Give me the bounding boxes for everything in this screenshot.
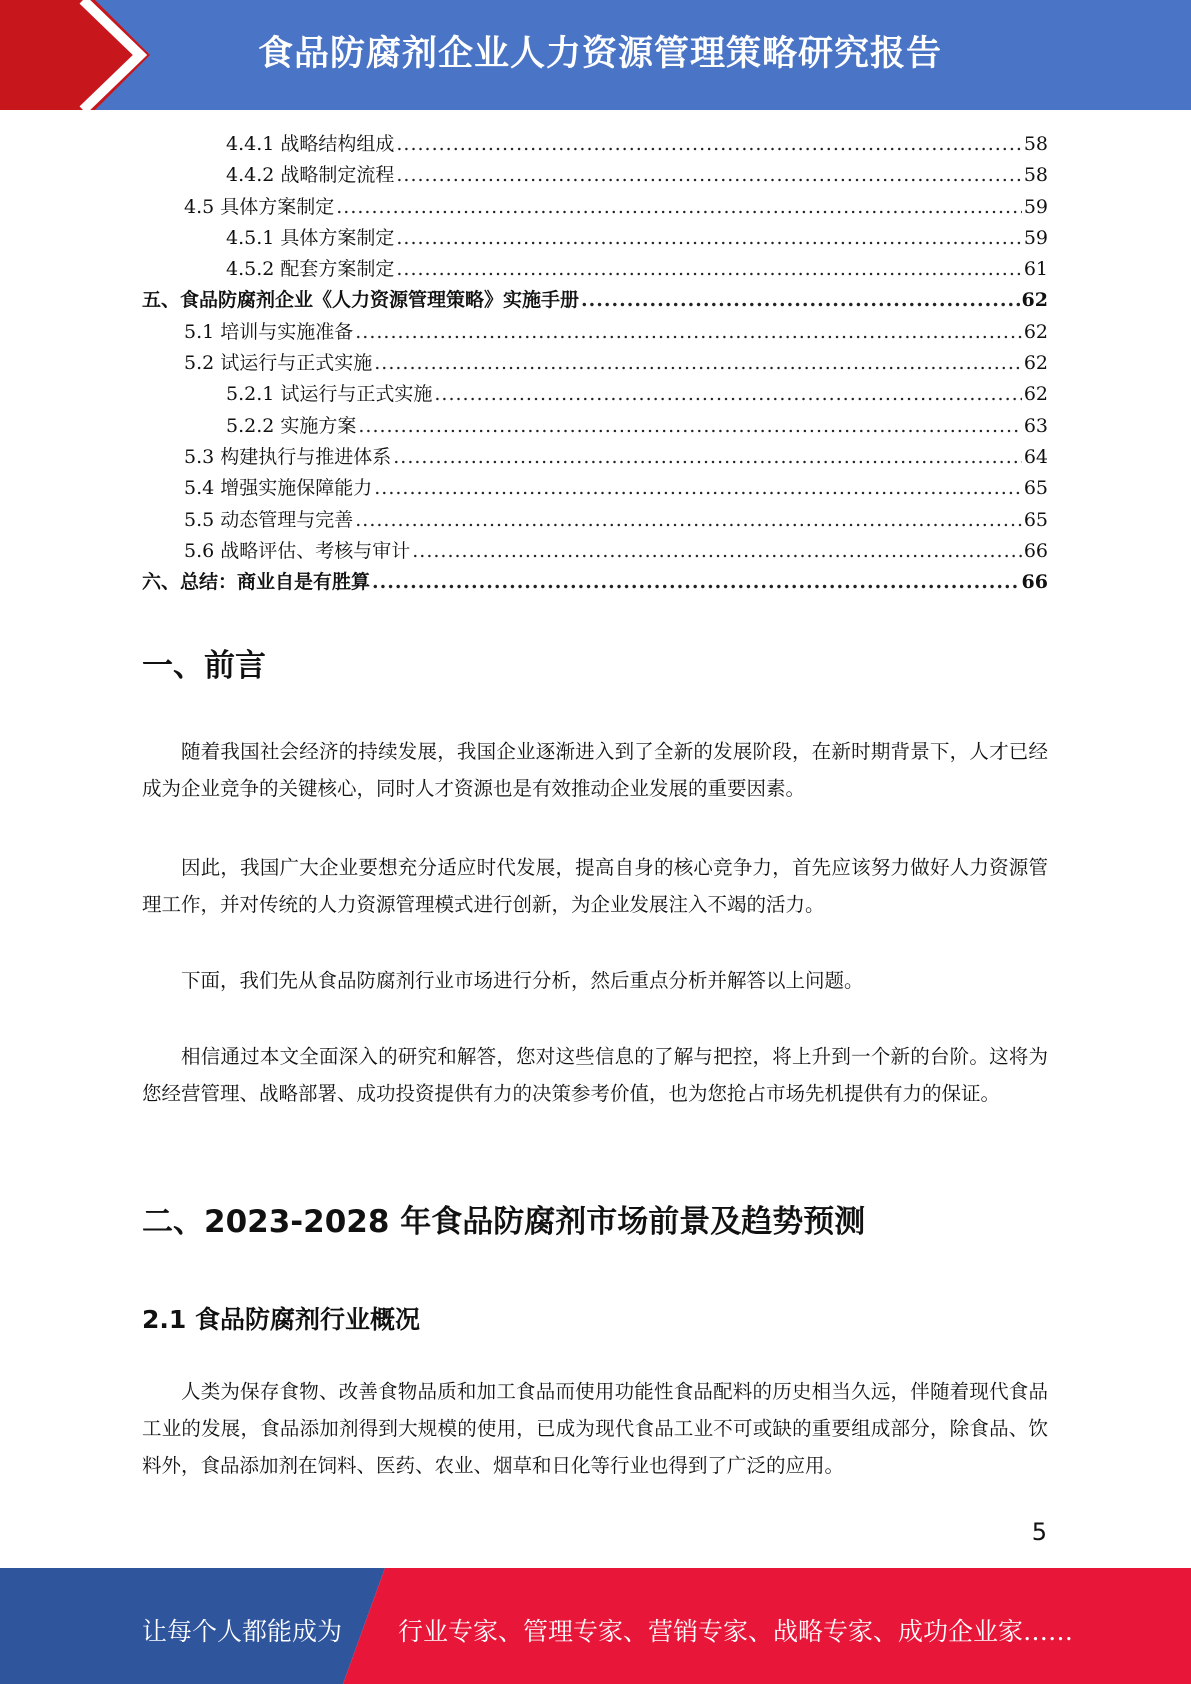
toc-entry-page: 58 — [1023, 133, 1048, 155]
toc-entry[interactable] — [142, 505, 1048, 536]
toc-entry-label: 4.4.2 战略制定流程 — [226, 164, 395, 187]
toc-dot-leader — [412, 540, 1022, 562]
report-title: 食品防腐剂企业人力资源管理策略研究报告 — [257, 34, 942, 74]
toc-dot-leader — [396, 164, 1021, 186]
toc-entry-label: 4.5.1 具体方案制定 — [226, 226, 395, 249]
section-2-1-heading: 2.1 食品防腐剂行业概况 — [142, 1305, 420, 1334]
preface-heading: 一、前言 — [142, 648, 266, 684]
toc-entry[interactable] — [142, 285, 1048, 316]
toc-entry-label: 5.6 战略评估、考核与审计 — [184, 539, 411, 562]
chapter-2-heading: 二、2023-2028 年食品防腐剂市场前景及趋势预测 — [142, 1204, 866, 1240]
toc-entry-label: 4.5 具体方案制定 — [184, 195, 335, 218]
toc-entry-label: 5.2.2 实施方案 — [226, 414, 357, 437]
toc-dot-leader — [374, 352, 1022, 374]
toc-dot-leader — [358, 415, 1021, 437]
preface-paragraph-2: 因此，我国广大企业要想充分适应时代发展，提高自身的核心竞争力，首先应该努力做好人力资源管理工作，并对传统的人力资源管理模式进行创新，为企业发展注入不竭的活力。 — [142, 856, 1048, 916]
toc-entry-label: 5.2.1 试运行与正式实施 — [226, 383, 433, 406]
toc-dot-leader — [581, 289, 1020, 311]
footer-slogan-right: 行业专家、管理专家、营销专家、战略专家、成功企业家…… — [398, 1617, 1074, 1646]
toc-entry[interactable] — [142, 160, 1048, 191]
toc-entry[interactable] — [142, 536, 1048, 567]
toc-dot-leader — [393, 446, 1022, 468]
toc-entry-page: 62 — [1021, 289, 1048, 312]
toc-entry-page: 62 — [1023, 320, 1048, 343]
toc-entry-label: 5.4 增强实施保障能力 — [184, 477, 373, 500]
toc-entry-label: 5.2 试运行与正式实施 — [184, 352, 373, 375]
toc-entry-label: 5.1 培训与实施准备 — [184, 320, 354, 343]
toc-dot-leader — [336, 196, 1022, 218]
preface-paragraph-4: 相信通过本文全面深入的研究和解答，您对这些信息的了解与把控，将上升到一个新的台阶。这将为您经营管理、战略部署、成功投资提供有力的决策参考价值，也为您抢占市场先机提供有力的保证。 — [142, 1045, 1048, 1105]
toc-dot-leader — [396, 133, 1021, 155]
toc-dot-leader — [374, 477, 1022, 499]
preface-paragraph-1: 随着我国社会经济的持续发展，我国企业逐渐进入到了全新的发展阶段，在新时期背景下，人才已经成为企业竞争的关键核心，同时人才资源也是有效推动企业发展的重要因素。 — [142, 740, 1048, 800]
toc-dot-leader — [396, 227, 1021, 249]
toc-entry[interactable] — [142, 473, 1048, 504]
toc-entry-page: 62 — [1023, 383, 1048, 406]
toc-entry-label: 5.5 动态管理与完善 — [184, 508, 354, 531]
toc-entry[interactable] — [142, 223, 1048, 254]
toc-entry-page: 65 — [1023, 477, 1048, 500]
toc-dot-leader — [434, 383, 1021, 405]
toc-entry-label: 4.5.2 配套方案制定 — [226, 258, 395, 281]
toc-entry-label: 五、食品防腐剂企业《人力资源管理策略》实施手册 — [142, 289, 580, 312]
toc-entry[interactable] — [142, 317, 1048, 348]
toc-entry-page: 58 — [1023, 164, 1048, 187]
toc-dot-leader — [355, 509, 1022, 531]
toc-entry-page: 66 — [1023, 539, 1048, 562]
toc-entry-label: 4.4.1 战略结构组成 — [226, 133, 395, 155]
toc-dot-leader — [372, 571, 1020, 593]
toc-entry-page: 65 — [1023, 508, 1048, 531]
toc-entry-label: 5.3 构建执行与推进体系 — [184, 445, 392, 468]
page-header — [0, 0, 1191, 110]
toc-entry[interactable] — [142, 411, 1048, 442]
toc-entry[interactable] — [142, 129, 1048, 160]
table-of-contents — [142, 129, 1048, 598]
page-footer — [0, 1568, 1191, 1684]
toc-entry-page: 62 — [1023, 352, 1048, 375]
toc-entry[interactable] — [142, 567, 1048, 598]
toc-entry-page: 59 — [1023, 195, 1048, 218]
toc-entry[interactable] — [142, 254, 1048, 285]
toc-entry-label: 六、总结：商业自是有胜算 — [142, 571, 371, 594]
toc-entry[interactable] — [142, 379, 1048, 410]
toc-entry[interactable] — [142, 192, 1048, 223]
toc-entry-page: 59 — [1023, 226, 1048, 249]
toc-entry-page: 64 — [1023, 445, 1048, 468]
toc-entry-page: 63 — [1023, 414, 1048, 437]
preface-paragraph-3: 下面，我们先从食品防腐剂行业市场进行分析，然后重点分析并解答以上问题。 — [181, 969, 864, 992]
toc-entry-page: 61 — [1023, 258, 1048, 281]
section-2-1-paragraph: 人类为保存食物、改善食物品质和加工食品而使用功能性食品配料的历史相当久远，伴随着现代食品工业的发展，食品添加剂得到大规模的使用，已成为现代食品工业不可或缺的重要组成部分，除食品、饮料外，食品添加剂在饲料、医药、农业、烟草和日化等行业也得到了广泛的应用。 — [142, 1380, 1048, 1477]
footer-slogan-left: 让每个人都能成为 — [142, 1617, 343, 1646]
toc-dot-leader — [396, 258, 1021, 280]
toc-entry-page: 66 — [1021, 571, 1048, 594]
page-number: 5 — [1031, 1518, 1047, 1546]
toc-dot-leader — [355, 321, 1022, 343]
toc-entry[interactable] — [142, 348, 1048, 379]
toc-entry[interactable] — [142, 442, 1048, 473]
